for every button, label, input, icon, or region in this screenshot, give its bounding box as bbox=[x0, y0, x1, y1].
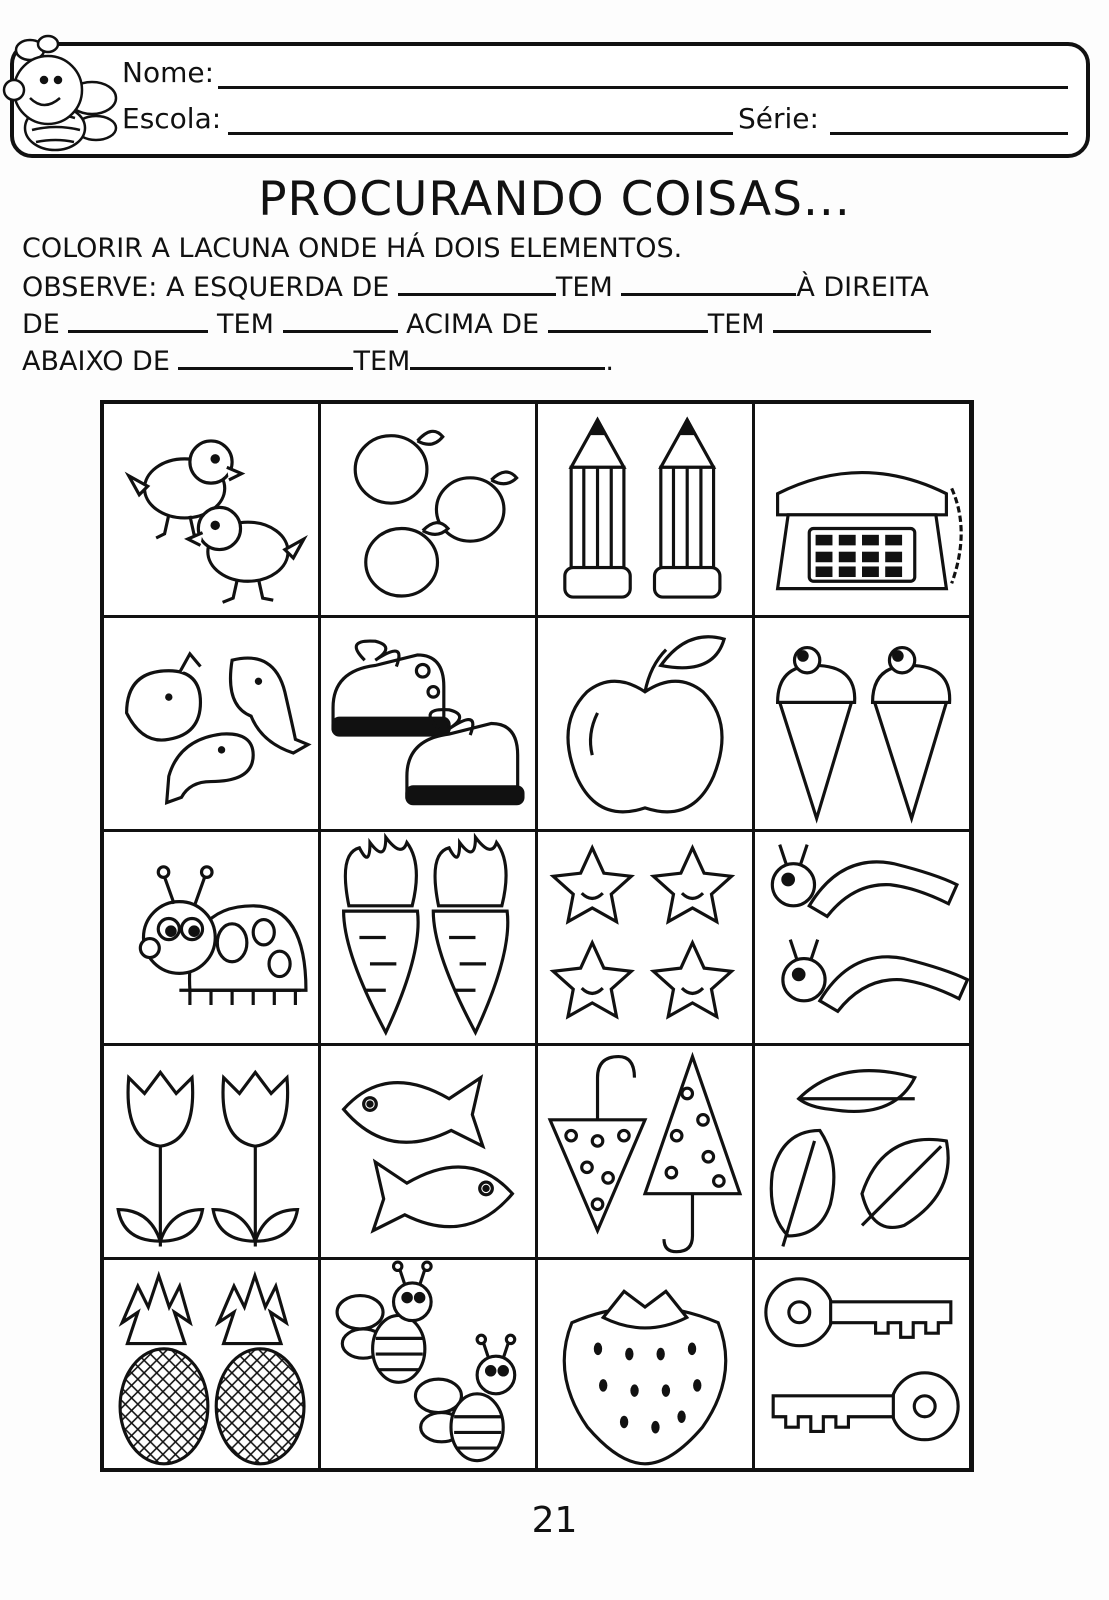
grid-cell[interactable] bbox=[755, 1046, 972, 1260]
tulips-icon bbox=[104, 1046, 318, 1257]
instruction-text: TEM bbox=[555, 272, 613, 303]
shoes-icon bbox=[321, 618, 535, 829]
instruction-text: COLORIR A LACUNA ONDE HÁ DOIS ELEMENTOS. bbox=[22, 233, 683, 264]
pineapples-icon bbox=[104, 1260, 318, 1469]
grid-cell[interactable] bbox=[538, 832, 755, 1046]
grid-cell[interactable] bbox=[321, 832, 538, 1046]
telephone-icon bbox=[755, 404, 969, 615]
grid-cell[interactable] bbox=[538, 1260, 755, 1472]
instruction-text: OBSERVE: A ESQUERDA DE bbox=[22, 272, 390, 303]
blank-field[interactable] bbox=[283, 308, 398, 333]
instruction-line-3 bbox=[22, 308, 931, 340]
blank-field[interactable] bbox=[548, 308, 708, 333]
strawberry-icon bbox=[538, 1260, 752, 1469]
grid-cell[interactable] bbox=[755, 404, 972, 618]
ice-creams-icon bbox=[755, 618, 969, 829]
blank-field[interactable] bbox=[398, 271, 556, 296]
blank-field[interactable] bbox=[773, 308, 931, 333]
bees-icon bbox=[321, 1260, 535, 1469]
leaves-icon bbox=[755, 1046, 969, 1257]
bee-mascot-icon bbox=[0, 28, 118, 153]
grid-cell[interactable] bbox=[104, 1260, 321, 1472]
instruction-text: TEM bbox=[217, 309, 274, 340]
ladybug-icon bbox=[104, 832, 318, 1043]
name-label: Nome: bbox=[122, 56, 215, 89]
school-label: Escola: bbox=[122, 102, 222, 135]
grid-cell[interactable] bbox=[104, 618, 321, 832]
caterpillars-icon bbox=[755, 832, 969, 1043]
instruction-line-4 bbox=[22, 345, 614, 377]
page-number: 21 bbox=[531, 1500, 578, 1541]
grid-cell[interactable] bbox=[321, 404, 538, 618]
instruction-line-2 bbox=[22, 271, 929, 303]
name-line[interactable] bbox=[218, 86, 1068, 89]
instruction-line-1 bbox=[22, 234, 682, 264]
instruction-text: TEM bbox=[707, 309, 765, 340]
grade-label: Série: bbox=[738, 102, 819, 135]
grid-cell[interactable] bbox=[755, 1260, 972, 1472]
fish-icon bbox=[321, 1046, 535, 1257]
page-title: PROCURANDO COISAS... bbox=[258, 172, 851, 227]
lemons-icon bbox=[321, 404, 535, 615]
birds-icon bbox=[104, 404, 318, 615]
blank-field[interactable] bbox=[178, 345, 353, 370]
instruction-text: ACIMA DE bbox=[406, 309, 540, 340]
instruction-text: DE bbox=[22, 309, 60, 340]
grid-cell[interactable] bbox=[104, 1046, 321, 1260]
grid-cell[interactable] bbox=[321, 1046, 538, 1260]
instruction-text: À DIREITA bbox=[796, 272, 929, 303]
school-line[interactable] bbox=[228, 132, 733, 135]
carrots-icon bbox=[321, 832, 535, 1043]
stars-icon bbox=[538, 832, 752, 1043]
blank-field[interactable] bbox=[68, 308, 208, 333]
instruction-text: TEM bbox=[353, 346, 411, 377]
apple-icon bbox=[538, 618, 752, 829]
grid-cell[interactable] bbox=[104, 404, 321, 618]
grade-line[interactable] bbox=[830, 132, 1068, 135]
grid-cell[interactable] bbox=[321, 618, 538, 832]
grid-cell[interactable] bbox=[538, 404, 755, 618]
grid-cell[interactable] bbox=[321, 1260, 538, 1472]
instruction-text: . bbox=[605, 346, 614, 377]
keys-icon bbox=[755, 1260, 969, 1469]
grid-cell[interactable] bbox=[755, 618, 972, 832]
whales-icon bbox=[104, 618, 318, 829]
grid-cell[interactable] bbox=[104, 832, 321, 1046]
instruction-text: ABAIXO DE bbox=[22, 346, 170, 377]
umbrellas-icon bbox=[538, 1046, 752, 1257]
blank-field[interactable] bbox=[410, 345, 605, 370]
grid-cell[interactable] bbox=[755, 832, 972, 1046]
grid-cell[interactable] bbox=[538, 1046, 755, 1260]
blank-field[interactable] bbox=[621, 271, 796, 296]
picture-grid bbox=[100, 400, 974, 1472]
grid-cell[interactable] bbox=[538, 618, 755, 832]
pencils-icon bbox=[538, 404, 752, 615]
